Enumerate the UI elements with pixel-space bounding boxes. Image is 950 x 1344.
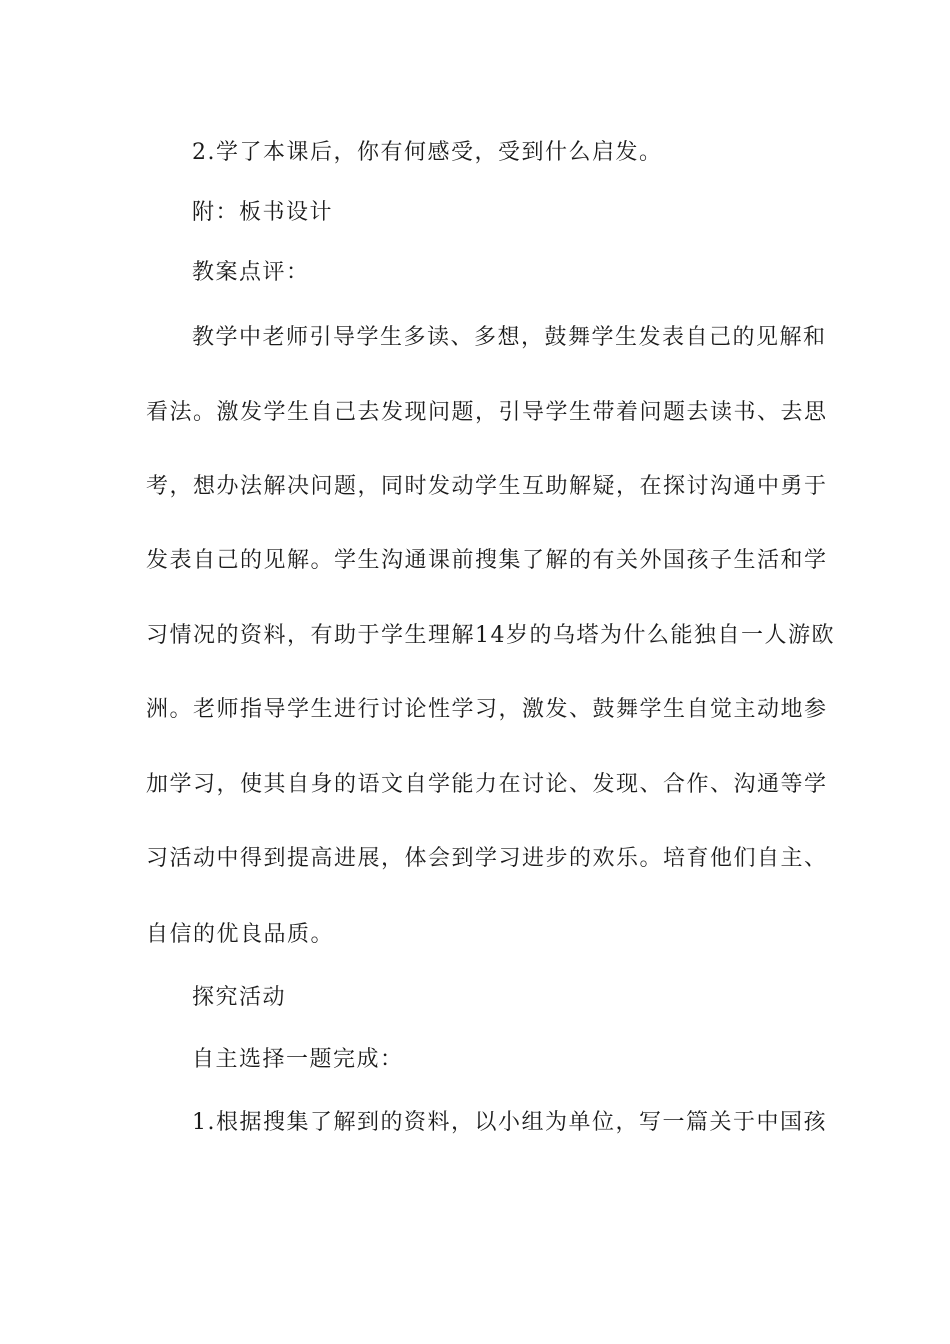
review-paragraph-line: 教学中老师引导学生多读、多想，鼓舞学生发表自己的见解和 [192, 325, 827, 350]
review-paragraph-line: 习活动中得到提高进展，体会到学习进步的欢乐。培育他们自主、 [146, 846, 828, 871]
review-paragraph-line: 加学习，使其自身的语文自学能力在讨论、发现、合作、沟通等学 [146, 772, 828, 797]
review-paragraph-line: 发表自己的见解。学生沟通课前搜集了解的有关外国孩子生活和学 [146, 548, 828, 573]
review-paragraph-line: 习情况的资料，有助于学生理解14岁的乌塔为什么能独自一人游欧 [146, 623, 835, 648]
appendix-heading: 附：板书设计 [192, 200, 334, 225]
question-2-line: 2.学了本课后，你有何感受，受到什么启发。 [192, 140, 663, 165]
task-1-line: 1.根据搜集了解到的资料，以小组为单位，写一篇关于中国孩 [192, 1110, 827, 1135]
review-paragraph-line: 洲。老师指导学生进行讨论性学习，激发、鼓舞学生自觉主动地参 [146, 697, 828, 722]
exploration-activity-heading: 探究活动 [192, 985, 287, 1010]
review-paragraph-line: 考，想办法解决问题，同时发动学生互助解疑，在探讨沟通中勇于 [146, 474, 828, 499]
review-paragraph-line: 自信的优良品质。 [146, 922, 335, 947]
review-paragraph-line: 看法。激发学生自己去发现问题，引导学生带着问题去读书、去思 [146, 400, 828, 425]
choose-task-instruction: 自主选择一题完成： [192, 1047, 404, 1072]
lesson-review-heading: 教案点评： [192, 260, 310, 285]
